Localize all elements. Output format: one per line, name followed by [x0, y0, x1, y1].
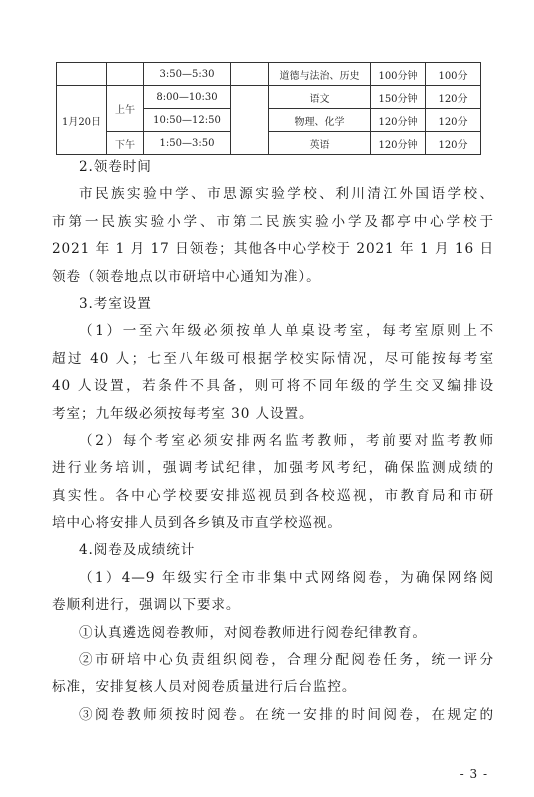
duration-cell: 150分钟 [371, 86, 426, 109]
duration-cell: 120分钟 [371, 132, 426, 155]
body-line: 40 人设置，若条件不具备，则可将不同年级的学生交叉编排设 [52, 378, 494, 395]
time-cell: 1:50—3:50 [144, 132, 231, 155]
score-cell: 100分 [426, 63, 481, 86]
page-number: - 3 - [459, 767, 488, 781]
body-line: （1）一至六年级必须按单人单桌设考室，每考室原则上不 [79, 323, 494, 340]
body-line: （2）每个考室必须安排两名监考教师，考前要对监考教师 [79, 432, 494, 449]
time-cell: 3:50—5:30 [144, 63, 231, 86]
score-cell: 120分 [426, 86, 481, 109]
date-cell: 1月20日 [57, 86, 107, 155]
table-row [57, 63, 481, 86]
exam-schedule-table [56, 62, 481, 155]
time-cell: 10:50—12:50 [144, 109, 231, 132]
date-cell [57, 63, 107, 86]
body-line: 超过 40 人；七至八年级可根据学校实际情况，尽可能按每考室 [52, 350, 494, 367]
table-row [57, 86, 481, 109]
body-line: （1）4—9 年级实行全市非集中式网络阅卷，为确保网络阅 [79, 569, 494, 586]
body-line: ③阅卷教师须按时阅卷。在统一安排的时间阅卷，在规定的 [79, 706, 494, 723]
body-line: ①认真遴选阅卷教师，对阅卷教师进行阅卷纪律教育。 [79, 624, 427, 641]
score-cell: 120分 [426, 132, 481, 155]
body-line: 4.阅卷及成绩统计 [79, 542, 196, 559]
time-cell: 8:00—10:30 [144, 86, 231, 109]
body-line: 领卷（领卷地点以市研培中心通知为准）。 [52, 268, 321, 285]
body-line: 标准，安排复核人员对阅卷质量进行后台监控。 [52, 679, 357, 696]
body-line: ②市研培中心负责组织阅卷，合理分配阅卷任务，统一评分 [79, 652, 494, 669]
body-line: 3.考室设置 [79, 295, 152, 312]
body-line: 真实性。各中心学校要安排巡视员到各校巡视，市教育局和市研 [52, 487, 494, 504]
score-cell: 120分 [426, 109, 481, 132]
body-line: 市第一民族实验小学、市第二民族实验小学及都亭中心学校于 [52, 213, 494, 230]
table-row [57, 132, 481, 155]
subject-cell: 语文 [269, 86, 371, 109]
body-line: 培中心将安排人员到各乡镇及市直学校巡视。 [52, 515, 342, 532]
body-line: 市民族实验中学、市思源实验学校、利川清江外国语学校、 [79, 186, 494, 203]
period-cell: 上午 [107, 86, 144, 132]
period-cell: 下午 [107, 132, 144, 155]
body-line: 进行业务培训，强调考试纪律，加强考风考纪，确保监测成绩的 [52, 460, 494, 477]
empty-cell [231, 86, 269, 155]
duration-cell: 100分钟 [371, 63, 426, 86]
body-line: 2021 年 1 月 17 日领卷；其他各中心学校于 2021 年 1 月 16 日 [52, 241, 494, 258]
empty-cell [231, 63, 269, 86]
body-line: 卷顺利进行，强调以下要求。 [52, 597, 241, 614]
body-line: 2.领卷时间 [79, 159, 152, 175]
body-text [52, 154, 494, 729]
subject-cell: 英语 [269, 132, 371, 155]
duration-cell: 120分钟 [371, 109, 426, 132]
subject-cell: 物理、化学 [269, 109, 371, 132]
period-cell [107, 63, 144, 86]
subject-cell: 道德与法治、历史 [269, 63, 371, 86]
body-line: 考室；九年级必须按每考室 30 人设置。 [52, 405, 314, 422]
